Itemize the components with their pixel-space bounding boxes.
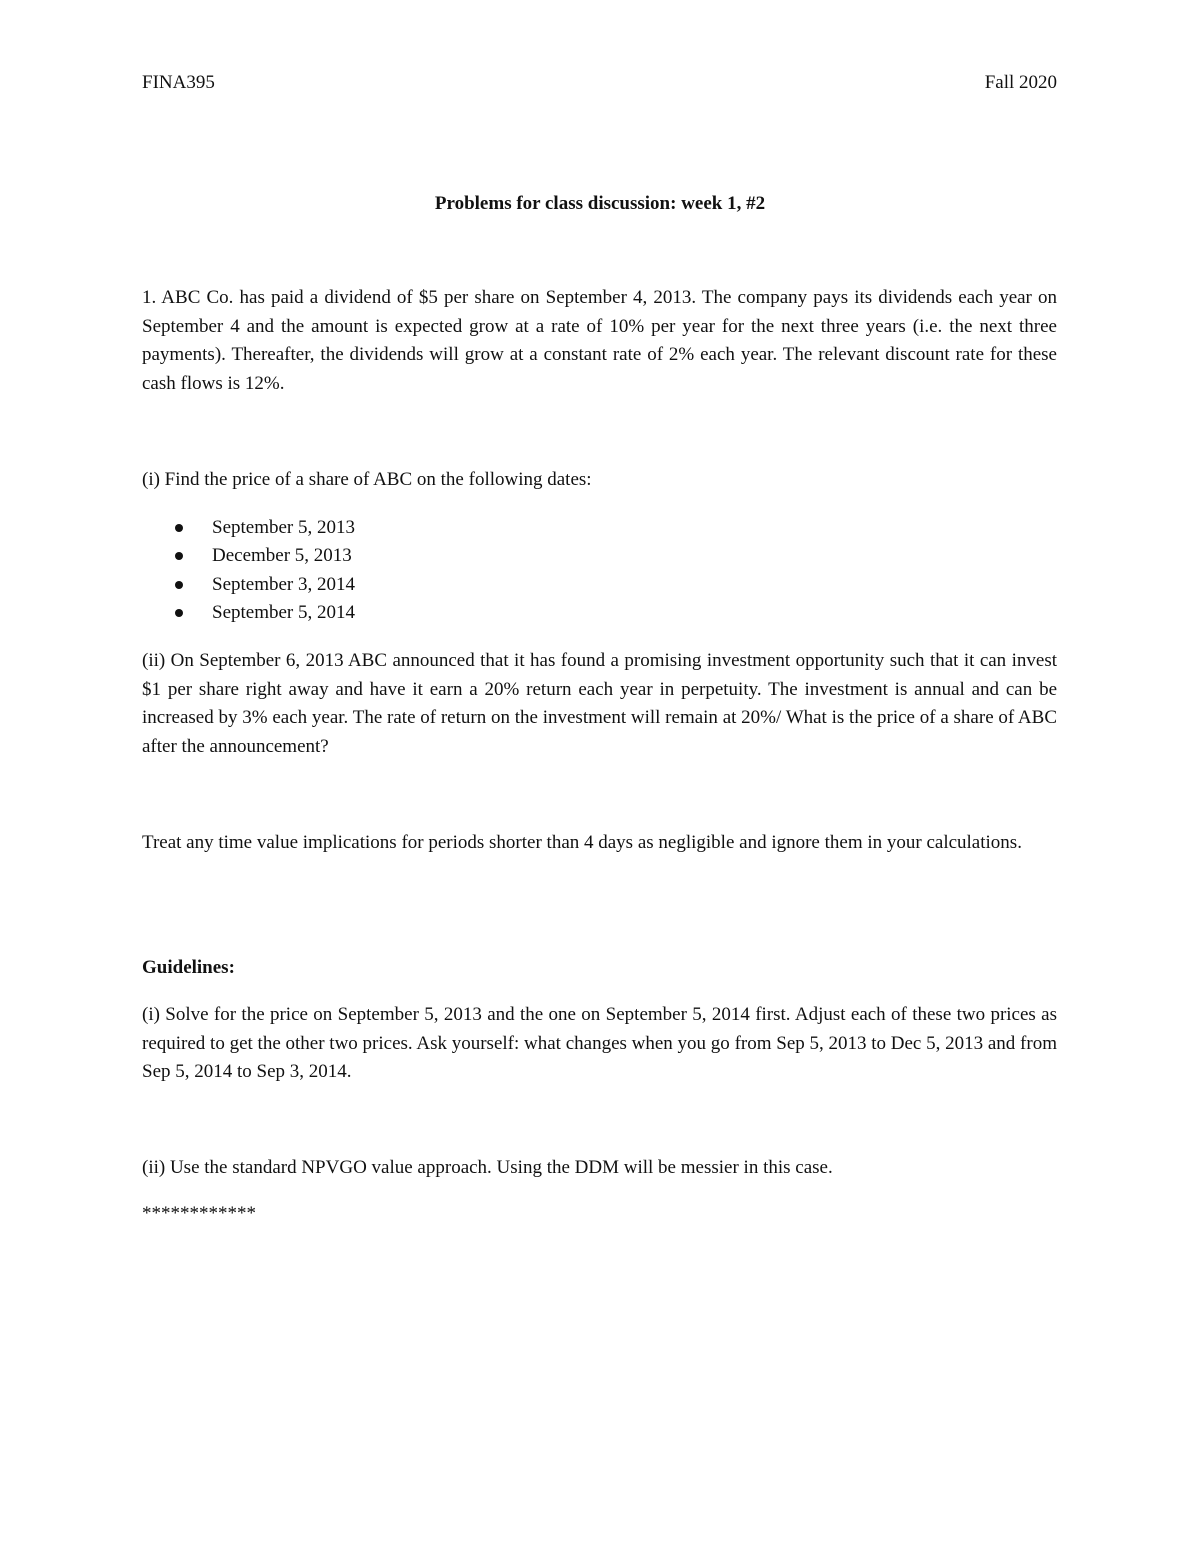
end-marker: ************ <box>142 1203 256 1224</box>
bullet-icon <box>175 581 183 589</box>
date-text: September 5, 2013 <box>212 517 356 538</box>
bullet-icon <box>175 609 183 617</box>
time-value-note: Treat any time value implications for periods shorter than 4 days as negligible and ignore them in your calculations. <box>142 832 1022 853</box>
bullet-icon <box>175 524 183 532</box>
term-label: Fall 2020 <box>984 72 1057 93</box>
guideline-i: (i) Solve for the price on September 5, 2013 and the one on September 5, 2014 first. Adjust each of these two prices as required to get the other two prices. Ask yourself: what changes when you go from Sep 5, 2013 to Dec 5, 2013 and from Sep 5, 2014 to Sep 3, 2014. <box>142 1004 1057 1082</box>
list-item <box>142 599 742 627</box>
part-ii-question: (ii) On September 6, 2013 ABC announced that it has found a promising investment opportunity such that it can invest $1 per share right away and have it earn a 20% return each year in perpetuity. The investment is annual and can be increased by 3% each year. The rate of return on the investment will remain at 20%/ What is the price of a share of ABC after the announcement? <box>142 650 1057 757</box>
date-text: December 5, 2013 <box>212 545 352 567</box>
bullet-icon <box>175 552 183 560</box>
date-list <box>142 514 742 627</box>
list-item <box>142 514 742 542</box>
course-code: FINA395 <box>142 72 215 93</box>
date-text: September 5, 2014 <box>212 601 356 623</box>
list-item <box>142 571 742 599</box>
date-text: September 3, 2014 <box>212 573 356 595</box>
problem-statement: 1. ABC Co. has paid a dividend of $5 per share on September 4, 2013. The company pays its dividends each year on September 4 and the amount is expected grow at a rate of 10% per year for the next three years (i.e. the next three payments). Thereafter, the dividends will grow at a constant rate of 2% each year. The relevant discount rate for these cash flows is 12%. <box>142 287 1057 394</box>
page-title: Problems for class discussion: week 1, #2 <box>434 193 766 214</box>
guideline-ii: (ii) Use the standard NPVGO value approach. Using the DDM will be messier in this case. <box>142 1157 833 1178</box>
guidelines-heading: Guidelines: <box>142 957 235 978</box>
list-item <box>142 542 742 570</box>
part-i-question: (i) Find the price of a share of ABC on the following dates: <box>142 469 592 490</box>
